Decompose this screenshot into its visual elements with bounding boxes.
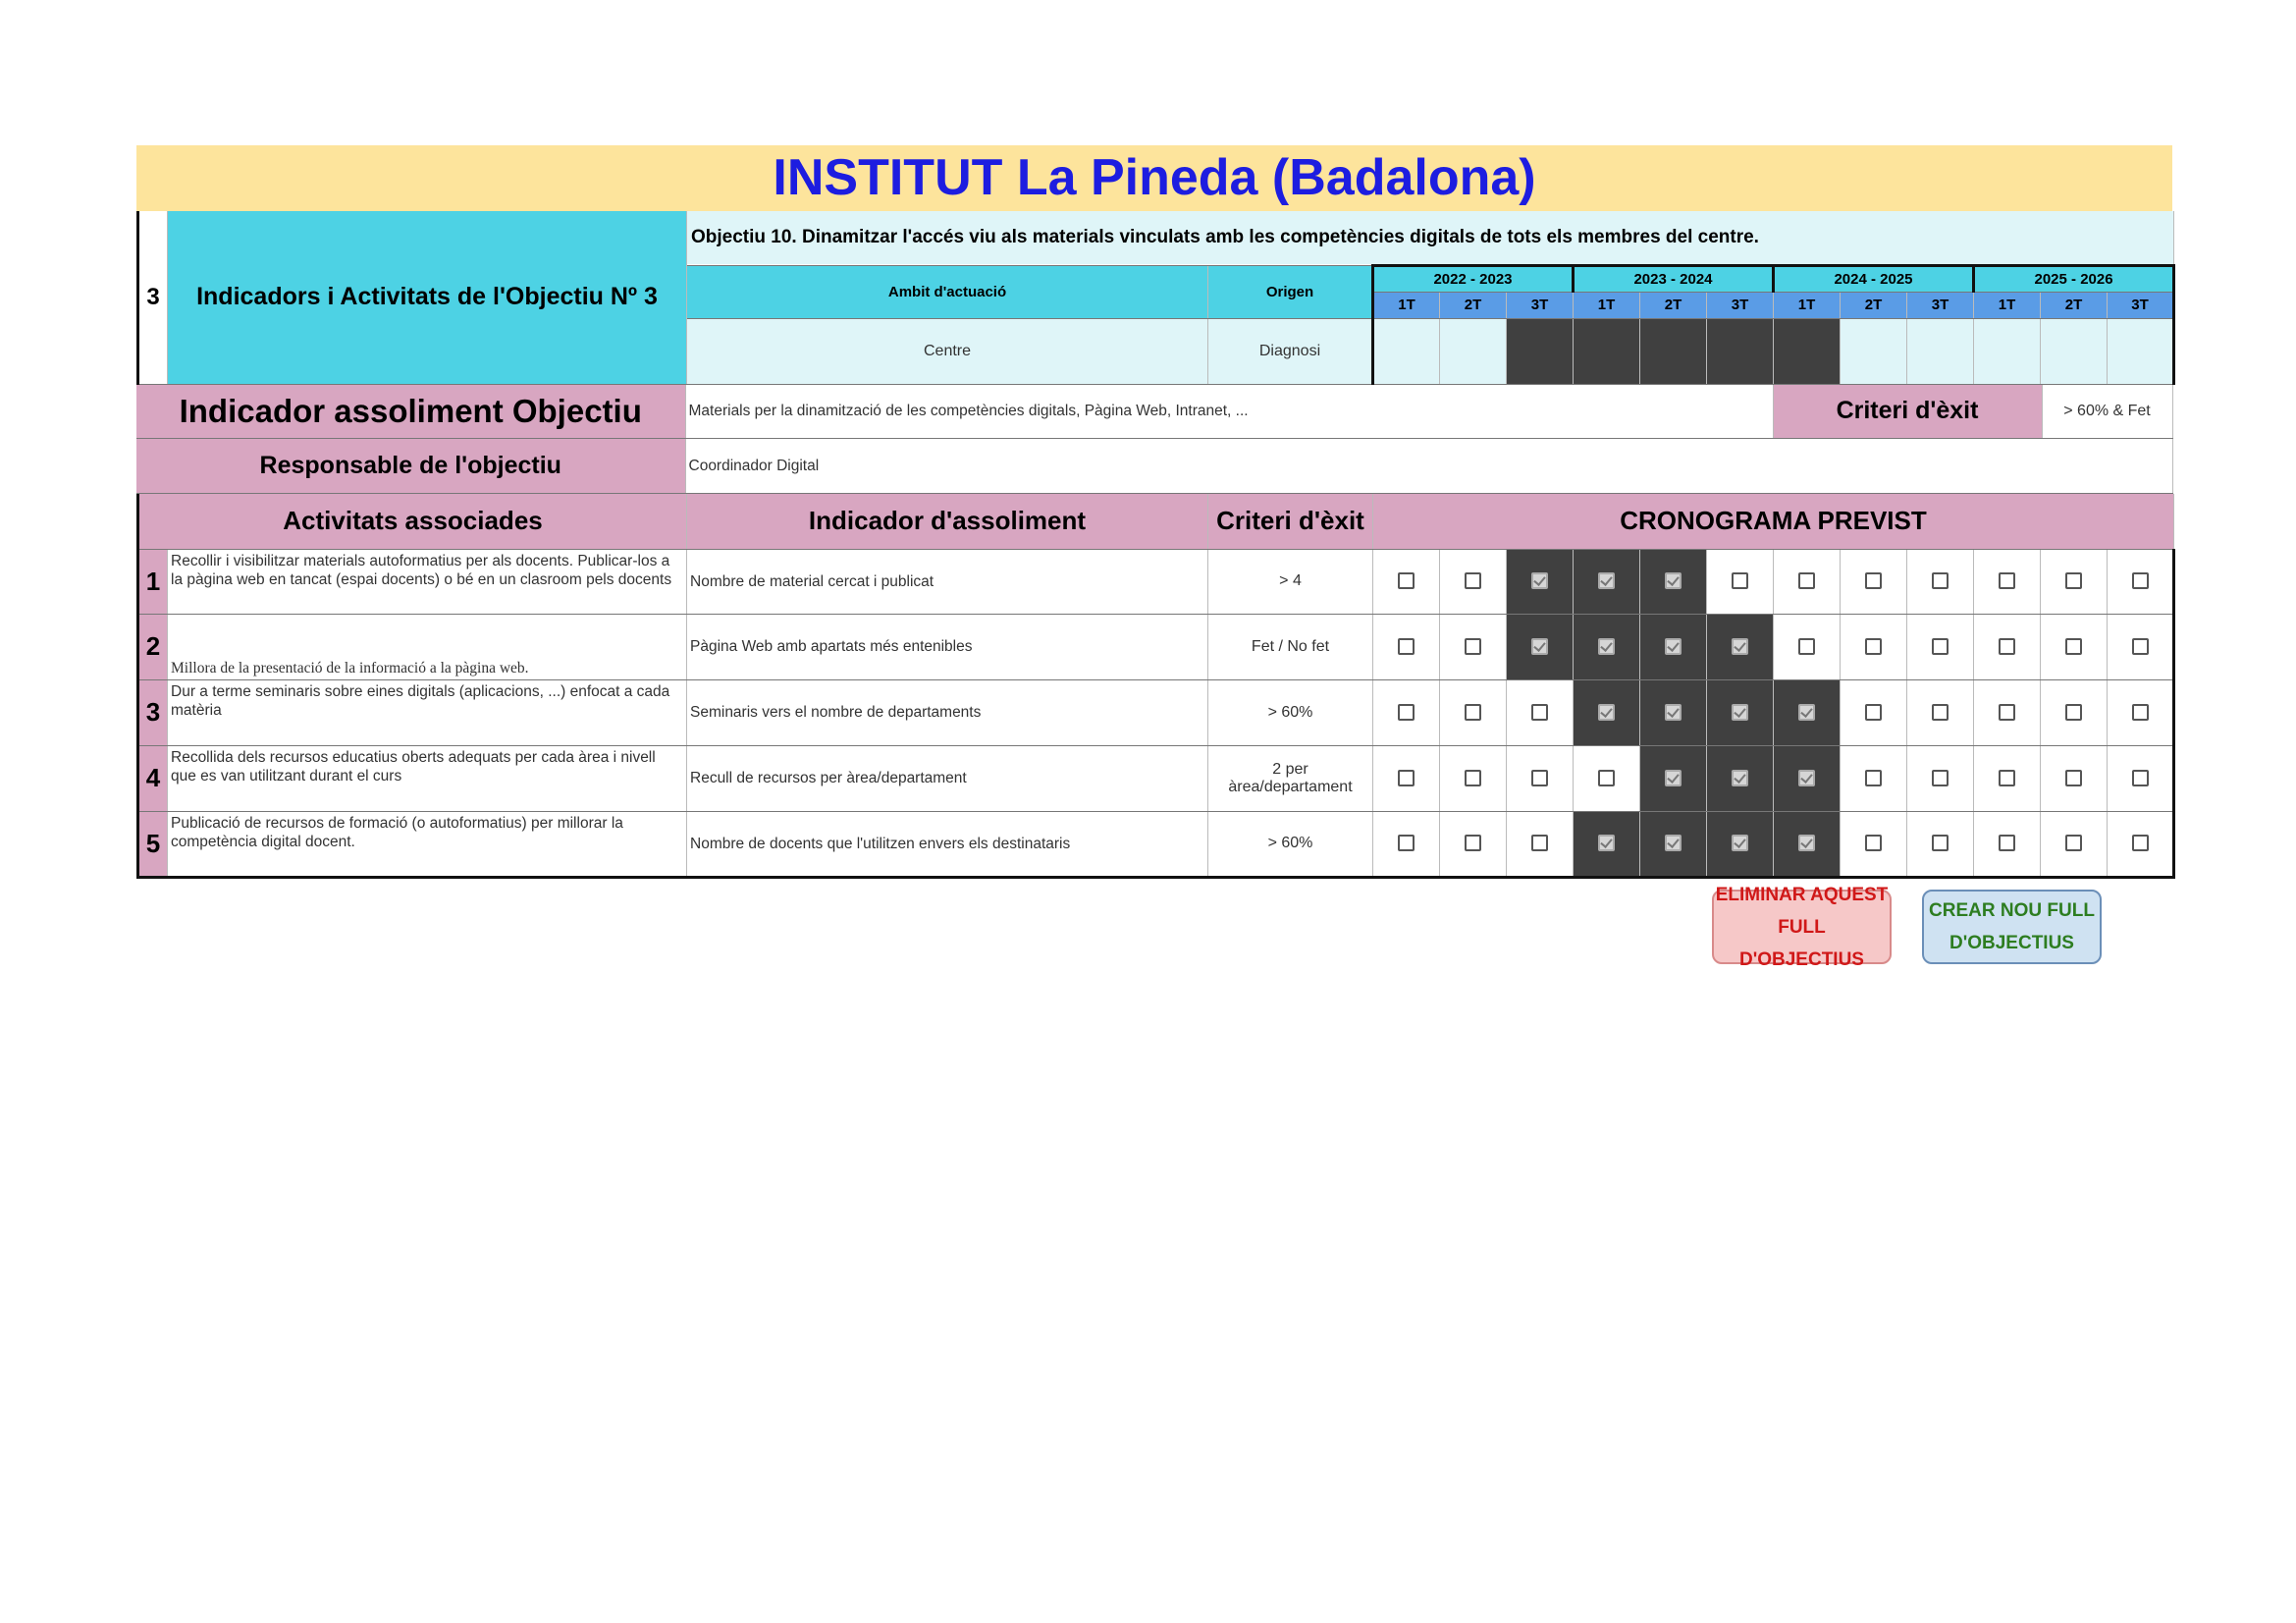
checkbox-checked[interactable] xyxy=(1531,638,1548,655)
checkbox-checked[interactable] xyxy=(1598,835,1615,851)
objective-number: 3 xyxy=(138,211,168,384)
schedule-cell xyxy=(1507,745,1574,811)
checkbox-unchecked[interactable] xyxy=(1999,835,2015,851)
trimester-header: 3T xyxy=(1507,292,1574,318)
activity-row xyxy=(138,549,2174,614)
activity-row xyxy=(138,679,2174,745)
schedule-cell xyxy=(1574,614,1640,679)
indicator-header: Indicador d'assoliment xyxy=(687,494,1208,549)
checkbox-checked[interactable] xyxy=(1798,704,1815,721)
schedule-cell xyxy=(1774,549,1841,614)
objective-schedule-cell xyxy=(1774,318,1841,384)
schedule-cell xyxy=(1974,679,2041,745)
schedule-cell xyxy=(1373,745,1440,811)
schedule-cell xyxy=(1373,549,1440,614)
activity-text: Millora de la presentació de la informació a la pàgina web. xyxy=(168,614,687,679)
activity-text: Recollir i visibilitzar materials autoformatius per als docents. Publicar-los a la pàgina web en tancat (espai docents) o bé en un clasroom pels docents xyxy=(168,549,687,614)
checkbox-unchecked[interactable] xyxy=(2132,638,2149,655)
checkbox-checked[interactable] xyxy=(1798,770,1815,786)
trimester-header: 1T xyxy=(1574,292,1640,318)
checkbox-checked[interactable] xyxy=(1665,572,1682,589)
checkbox-unchecked[interactable] xyxy=(1865,770,1882,786)
schedule-cell xyxy=(1640,614,1707,679)
schedule-cell xyxy=(1907,614,1974,679)
activity-criteria: Fet / No fet xyxy=(1208,614,1373,679)
schedule-cell xyxy=(1640,549,1707,614)
objective-sheet xyxy=(136,145,2172,879)
activity-indicator: Nombre de docents que l'utilitzen envers els destinataris xyxy=(687,811,1208,877)
objective-header-table xyxy=(136,211,2175,385)
schedule-cell xyxy=(1774,811,1841,877)
checkbox-checked[interactable] xyxy=(1598,704,1615,721)
checkbox-unchecked[interactable] xyxy=(1465,704,1481,721)
schedule-cell xyxy=(2108,549,2174,614)
checkbox-unchecked[interactable] xyxy=(1598,770,1615,786)
objective-schedule-cell xyxy=(1640,318,1707,384)
checkbox-unchecked[interactable] xyxy=(1932,835,1949,851)
ambit-label: Ambit d'actuació xyxy=(687,265,1208,318)
responsible-label: Responsable de l'objectiu xyxy=(136,439,685,494)
checkbox-unchecked[interactable] xyxy=(1531,770,1548,786)
schedule-cell xyxy=(2041,679,2108,745)
schedule-header: CRONOGRAMA PREVIST xyxy=(1373,494,2174,549)
schedule-cell xyxy=(1574,679,1640,745)
checkbox-unchecked[interactable] xyxy=(2065,770,2082,786)
checkbox-checked[interactable] xyxy=(1665,835,1682,851)
trimester-header: 2T xyxy=(1440,292,1507,318)
checkbox-unchecked[interactable] xyxy=(1999,770,2015,786)
schedule-cell xyxy=(1640,679,1707,745)
checkbox-unchecked[interactable] xyxy=(1999,572,2015,589)
schedule-cell xyxy=(1774,745,1841,811)
activity-number: 5 xyxy=(138,811,168,877)
schedule-cell xyxy=(1373,811,1440,877)
checkbox-unchecked[interactable] xyxy=(1932,770,1949,786)
schedule-cell xyxy=(2108,614,2174,679)
checkbox-unchecked[interactable] xyxy=(1398,770,1415,786)
objective-schedule-cell xyxy=(1440,318,1507,384)
checkbox-unchecked[interactable] xyxy=(1465,835,1481,851)
objective-schedule-cell xyxy=(1707,318,1774,384)
indicator-value: Materials per la dinamització de les competències digitals, Pàgina Web, Intranet, ... xyxy=(685,385,1773,439)
schedule-cell xyxy=(1440,679,1507,745)
checkbox-unchecked[interactable] xyxy=(1398,835,1415,851)
checkbox-checked[interactable] xyxy=(1598,638,1615,655)
checkbox-unchecked[interactable] xyxy=(1798,638,1815,655)
schedule-cell xyxy=(1774,614,1841,679)
schedule-cell xyxy=(2041,614,2108,679)
schedule-cell xyxy=(1507,549,1574,614)
activity-criteria: > 4 xyxy=(1208,549,1373,614)
objective-description: Objectiu 10. Dinamitzar l'accés viu als materials vinculats amb les competències digitals de tots els membres del centre. xyxy=(687,211,2174,265)
checkbox-checked[interactable] xyxy=(1665,638,1682,655)
schedule-cell xyxy=(1707,745,1774,811)
checkbox-unchecked[interactable] xyxy=(1932,704,1949,721)
checkbox-unchecked[interactable] xyxy=(2132,770,2149,786)
checkbox-unchecked[interactable] xyxy=(1531,704,1548,721)
checkbox-unchecked[interactable] xyxy=(1932,638,1949,655)
checkbox-checked[interactable] xyxy=(1732,835,1748,851)
activity-text: Dur a terme seminaris sobre eines digitals (aplicacions, ...) enfocat a cada matèria xyxy=(168,679,687,745)
year-header: 2023 - 2024 xyxy=(1574,265,1774,292)
checkbox-unchecked[interactable] xyxy=(1865,704,1882,721)
checkbox-unchecked[interactable] xyxy=(2065,572,2082,589)
activity-indicator: Pàgina Web amb apartats més entenibles xyxy=(687,614,1208,679)
schedule-cell xyxy=(1507,614,1574,679)
activity-text: Recollida dels recursos educatius oberts adequats per cada àrea i nivell que es van utilitzant durant el curs xyxy=(168,745,687,811)
year-header: 2024 - 2025 xyxy=(1774,265,1974,292)
activity-row xyxy=(138,745,2174,811)
schedule-cell xyxy=(1640,811,1707,877)
schedule-cell xyxy=(1440,811,1507,877)
checkbox-unchecked[interactable] xyxy=(1732,572,1748,589)
schedule-cell xyxy=(2041,811,2108,877)
activity-indicator: Recull de recursos per àrea/departament xyxy=(687,745,1208,811)
trimester-header: 3T xyxy=(2108,292,2174,318)
origen-value: Diagnosi xyxy=(1208,318,1373,384)
activities-table xyxy=(136,494,2175,879)
schedule-cell xyxy=(1974,549,2041,614)
checkbox-unchecked[interactable] xyxy=(1465,770,1481,786)
origen-label: Origen xyxy=(1208,265,1373,318)
criteria-value: > 60% & Fet xyxy=(2042,385,2172,439)
schedule-cell xyxy=(2108,679,2174,745)
activities-header: Activitats associades xyxy=(138,494,687,549)
schedule-cell xyxy=(1373,679,1440,745)
schedule-cell xyxy=(1440,614,1507,679)
schedule-cell xyxy=(1907,811,1974,877)
schedule-cell xyxy=(1841,811,1907,877)
schedule-cell xyxy=(1907,679,1974,745)
objective-schedule-cell xyxy=(1373,318,1440,384)
schedule-cell xyxy=(1974,745,2041,811)
indicator-table xyxy=(136,385,2173,495)
checkbox-unchecked[interactable] xyxy=(1531,835,1548,851)
objective-schedule-cell xyxy=(2108,318,2174,384)
year-header: 2022 - 2023 xyxy=(1373,265,1574,292)
trimester-header: 2T xyxy=(2041,292,2108,318)
objective-schedule-cell xyxy=(1907,318,1974,384)
schedule-cell xyxy=(1507,811,1574,877)
schedule-cell xyxy=(1574,811,1640,877)
schedule-cell xyxy=(1907,745,1974,811)
checkbox-unchecked[interactable] xyxy=(2132,835,2149,851)
schedule-cell xyxy=(1841,549,1907,614)
checkbox-checked[interactable] xyxy=(1598,572,1615,589)
objective-schedule-cell xyxy=(1507,318,1574,384)
activity-row xyxy=(138,811,2174,877)
checkbox-unchecked[interactable] xyxy=(1932,572,1949,589)
objective-heading: Indicadors i Activitats de l'Objectiu Nº 3 xyxy=(168,211,687,384)
objective-schedule-cell xyxy=(2041,318,2108,384)
checkbox-unchecked[interactable] xyxy=(1865,638,1882,655)
trimester-header: 1T xyxy=(1974,292,2041,318)
schedule-cell xyxy=(1907,549,1974,614)
schedule-cell xyxy=(1507,679,1574,745)
checkbox-unchecked[interactable] xyxy=(1465,638,1481,655)
checkbox-unchecked[interactable] xyxy=(1798,572,1815,589)
activity-indicator: Seminaris vers el nombre de departaments xyxy=(687,679,1208,745)
activity-criteria: 2 per àrea/departament xyxy=(1208,745,1373,811)
schedule-cell xyxy=(2108,745,2174,811)
activity-number: 1 xyxy=(138,549,168,614)
trimester-header: 3T xyxy=(1707,292,1774,318)
trimester-header: 2T xyxy=(1640,292,1707,318)
checkbox-checked[interactable] xyxy=(1732,704,1748,721)
schedule-cell xyxy=(1707,614,1774,679)
schedule-cell xyxy=(1707,679,1774,745)
checkbox-unchecked[interactable] xyxy=(1999,704,2015,721)
criteria-label: Criteri d'èxit xyxy=(1773,385,2042,439)
schedule-cell xyxy=(2041,745,2108,811)
checkbox-checked[interactable] xyxy=(1732,638,1748,655)
checkbox-unchecked[interactable] xyxy=(2132,704,2149,721)
schedule-cell xyxy=(2108,811,2174,877)
indicator-label: Indicador assoliment Objectiu xyxy=(136,385,685,439)
checkbox-unchecked[interactable] xyxy=(1865,572,1882,589)
activity-criteria: > 60% xyxy=(1208,811,1373,877)
checkbox-unchecked[interactable] xyxy=(1999,638,2015,655)
activity-indicator: Nombre de material cercat i publicat xyxy=(687,549,1208,614)
schedule-cell xyxy=(1440,745,1507,811)
schedule-cell xyxy=(1974,811,2041,877)
schedule-cell xyxy=(1373,614,1440,679)
schedule-cell xyxy=(1774,679,1841,745)
schedule-cell xyxy=(1707,811,1774,877)
checkbox-unchecked[interactable] xyxy=(1398,638,1415,655)
activity-number: 3 xyxy=(138,679,168,745)
checkbox-unchecked[interactable] xyxy=(2065,704,2082,721)
page-title: INSTITUT La Pineda (Badalona) xyxy=(136,145,2172,211)
activity-text: Publicació de recursos de formació (o autoformatius) per millorar la competència digital docent. xyxy=(168,811,687,877)
checkbox-unchecked[interactable] xyxy=(1465,572,1481,589)
activity-number: 2 xyxy=(138,614,168,679)
objective-schedule-cell xyxy=(1574,318,1640,384)
year-header: 2025 - 2026 xyxy=(1974,265,2174,292)
activity-row xyxy=(138,614,2174,679)
checkbox-unchecked[interactable] xyxy=(1398,572,1415,589)
checkbox-checked[interactable] xyxy=(1798,835,1815,851)
ambit-value: Centre xyxy=(687,318,1208,384)
schedule-cell xyxy=(1841,745,1907,811)
trimester-header: 2T xyxy=(1841,292,1907,318)
schedule-cell xyxy=(1574,549,1640,614)
checkbox-unchecked[interactable] xyxy=(1865,835,1882,851)
checkbox-checked[interactable] xyxy=(1665,704,1682,721)
trimester-header: 3T xyxy=(1907,292,1974,318)
checkbox-unchecked[interactable] xyxy=(2065,835,2082,851)
checkbox-unchecked[interactable] xyxy=(2065,638,2082,655)
checkbox-checked[interactable] xyxy=(1732,770,1748,786)
create-sheet-button[interactable]: CREAR NOU FULL D'OBJECTIUS xyxy=(1922,890,2102,964)
checkbox-unchecked[interactable] xyxy=(2132,572,2149,589)
schedule-cell xyxy=(1841,679,1907,745)
objective-schedule-cell xyxy=(1974,318,2041,384)
responsible-value: Coordinador Digital xyxy=(685,439,2172,494)
schedule-cell xyxy=(1841,614,1907,679)
checkbox-unchecked[interactable] xyxy=(1398,704,1415,721)
schedule-cell xyxy=(2041,549,2108,614)
checkbox-checked[interactable] xyxy=(1531,572,1548,589)
schedule-cell xyxy=(1574,745,1640,811)
trimester-header: 1T xyxy=(1774,292,1841,318)
criteria-header: Criteri d'èxit xyxy=(1208,494,1373,549)
objective-schedule-cell xyxy=(1841,318,1907,384)
schedule-cell xyxy=(1974,614,2041,679)
checkbox-checked[interactable] xyxy=(1665,770,1682,786)
activity-criteria: > 60% xyxy=(1208,679,1373,745)
trimester-header: 1T xyxy=(1373,292,1440,318)
delete-sheet-button[interactable]: ELIMINAR AQUEST FULL D'OBJECTIUS xyxy=(1712,890,1892,964)
activity-number: 4 xyxy=(138,745,168,811)
schedule-cell xyxy=(1640,745,1707,811)
schedule-cell xyxy=(1707,549,1774,614)
schedule-cell xyxy=(1440,549,1507,614)
